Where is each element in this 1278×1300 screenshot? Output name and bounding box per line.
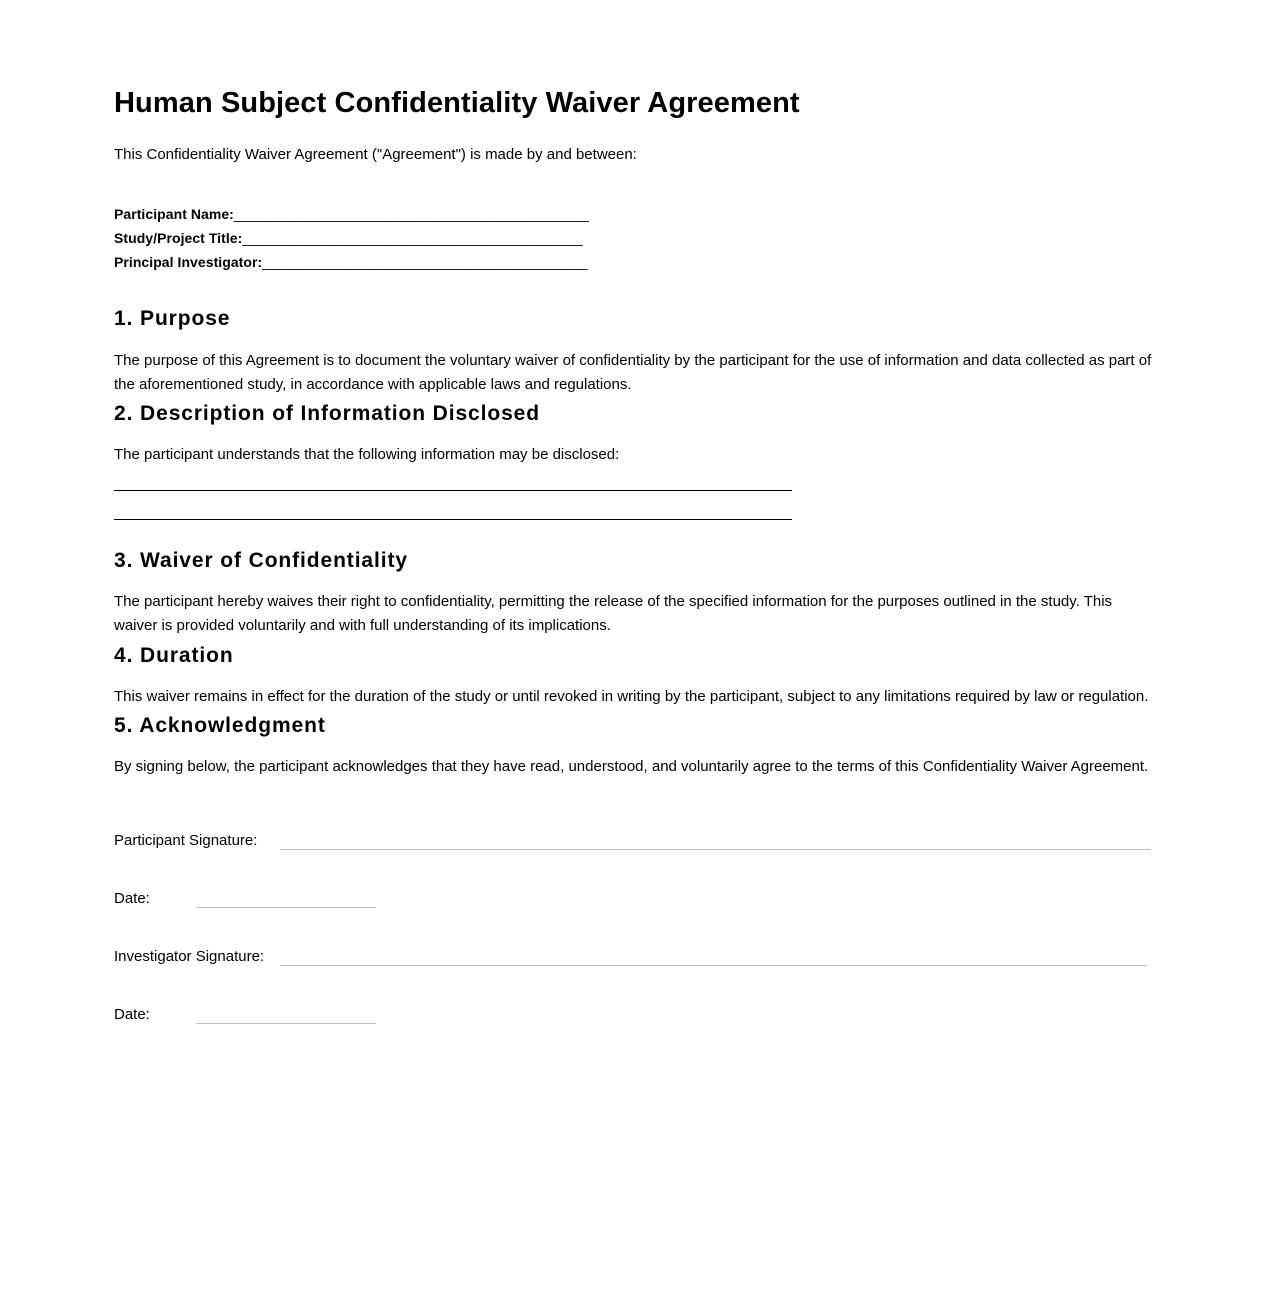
party-fields — [114, 202, 1158, 274]
participant-date-input[interactable] — [196, 907, 376, 908]
participant-date-row — [114, 890, 1158, 910]
section-description-of-information-disclosed — [114, 401, 1158, 520]
section-heading: 5. Acknowledgment — [114, 714, 326, 738]
investigator-signature-row — [114, 948, 1158, 968]
section-paragraph: The purpose of this Agreement is to document the voluntary waiver of confidentiality by the participant for the use of information and data collected as part of the aforementioned study, in accordance with applicable laws and regulations. — [114, 351, 1152, 393]
participant-date-label: Date: — [114, 889, 150, 907]
field-label: Study/Project Title: — [114, 230, 243, 247]
write-in-line[interactable] — [114, 519, 792, 520]
field-label: Principal Investigator: — [114, 254, 263, 271]
field-principal-investigator — [114, 250, 1158, 274]
section-paragraph: By signing below, the participant acknowledges that they have read, understood, and voluntarily agree to the terms of this Confidentiality Waiver Agreement. — [114, 758, 1149, 776]
section-purpose — [114, 306, 1158, 397]
field-participant-name — [114, 202, 1158, 226]
section-waiver-of-confidentiality — [114, 548, 1158, 639]
investigator-signature-input[interactable] — [280, 965, 1147, 966]
section-paragraph: The participant hereby waives their right to confidentiality, permitting the release of the specified information for the purposes outlined in the study. This waiver is provided voluntarily and with full understanding of its implications. — [114, 592, 1113, 635]
document-body — [114, 86, 1158, 1064]
field-study-project-title — [114, 226, 1158, 250]
section-paragraph: This waiver remains in effect for the duration of the study or until revoked in writing by the participant, subject to any limitations required by law or regulation. — [114, 687, 1149, 705]
disclosure-write-in-lines — [114, 490, 1158, 520]
investigator-date-input[interactable] — [196, 1023, 376, 1024]
section-heading: 3. Waiver of Confidentiality — [114, 548, 408, 572]
field-write-in-rule[interactable]: ____________________________________________ — [262, 254, 588, 271]
participant-signature-label: Participant Signature: — [114, 831, 258, 849]
section-heading: 2. Description of Information Disclosed — [114, 402, 540, 426]
write-in-line[interactable] — [114, 490, 792, 491]
section-acknowledgment — [114, 713, 1158, 780]
section-duration — [114, 643, 1158, 710]
signature-block — [114, 832, 1158, 1026]
field-label: Participant Name: — [114, 206, 234, 223]
field-write-in-rule[interactable]: ________________________________________________ — [233, 206, 589, 223]
participant-signature-input[interactable] — [280, 849, 1151, 850]
intro-paragraph: This Confidentiality Waiver Agreement ("Agreement") is made by and between: — [114, 145, 637, 163]
participant-signature-row — [114, 832, 1158, 852]
investigator-date-row — [114, 1006, 1158, 1026]
investigator-date-label: Date: — [114, 1005, 150, 1023]
section-heading: 1. Purpose — [114, 307, 231, 331]
section-paragraph: The participant understands that the following information may be disclosed: — [114, 446, 620, 464]
section-heading: 4. Duration — [114, 643, 234, 667]
field-write-in-rule[interactable]: ______________________________________________ — [242, 230, 583, 247]
investigator-signature-label: Investigator Signature: — [114, 947, 265, 965]
page-title: Human Subject Confidentiality Waiver Agreement — [114, 87, 800, 119]
